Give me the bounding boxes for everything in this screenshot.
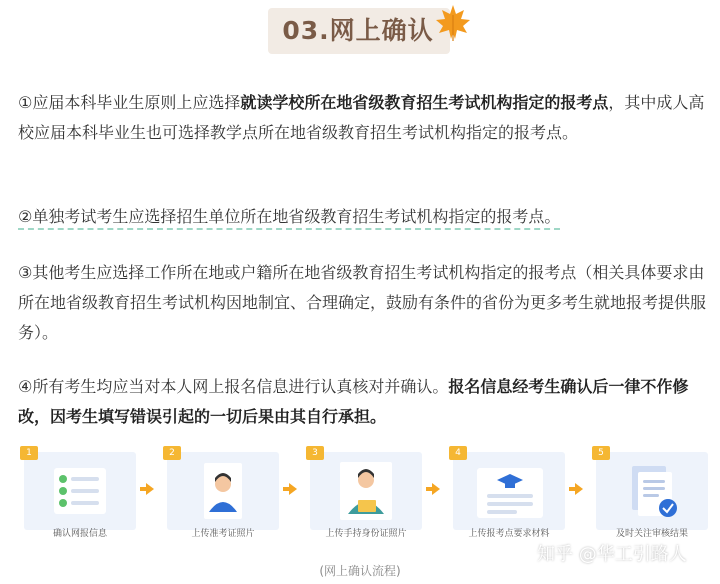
paragraph-4-text: ④所有考生均应当对本人网上报名信息进行认真核对并确认。 bbox=[18, 377, 449, 396]
paragraph-1 bbox=[18, 88, 708, 148]
flow-step-2-label: 上传准考证照片 bbox=[191, 529, 255, 539]
flow-step-4 bbox=[453, 448, 565, 530]
checklist-icon bbox=[52, 466, 108, 516]
paragraph-2-text: ②单独考试考生应选择招生单位所在地省级教育招生考试机构指定的报考点。 bbox=[18, 207, 560, 230]
section-header bbox=[0, 0, 720, 58]
paragraph-1-text-start: ①应届本科毕业生原则上应选择 bbox=[18, 93, 241, 112]
arrow-right-icon bbox=[432, 483, 440, 495]
step-number: 4 bbox=[449, 446, 467, 460]
document-graduation-icon bbox=[475, 466, 545, 520]
paragraph-4 bbox=[18, 372, 708, 432]
flow-step-2 bbox=[167, 448, 279, 530]
portrait-photo-icon bbox=[203, 462, 243, 520]
maple-leaf-icon bbox=[433, 3, 473, 43]
flow-step-5 bbox=[596, 448, 708, 530]
flow-step-3 bbox=[310, 448, 422, 530]
step-number: 2 bbox=[163, 446, 181, 460]
step-number: 1 bbox=[20, 446, 38, 460]
step-number: 5 bbox=[592, 446, 610, 460]
paragraph-4-bold: 报名信息经考生确认后一律不作修改，因考生填写错误引起的一切后果由其自行承担。 bbox=[18, 377, 689, 426]
flow-step-5-label: 及时关注审核结果 bbox=[615, 529, 688, 539]
flow-step-1-label: 确认网报信息 bbox=[52, 529, 107, 539]
flow-caption: (网上确认流程) bbox=[319, 564, 401, 578]
arrow-right-icon bbox=[289, 483, 297, 495]
id-card-holder-icon bbox=[338, 460, 394, 522]
step-number: 3 bbox=[306, 446, 324, 460]
paragraph-2 bbox=[18, 202, 708, 232]
arrow-right-icon bbox=[575, 483, 583, 495]
review-result-icon bbox=[624, 462, 682, 522]
paragraph-1-bold: 就读学校所在地省级教育招生考试机构指定的报考点 bbox=[240, 93, 609, 112]
flow-step-4-label: 上传报考点要求材料 bbox=[468, 529, 550, 539]
zhihu-watermark: 知乎 @华工引路人 bbox=[537, 544, 687, 565]
flow-step-3-label: 上传手持身份证照片 bbox=[325, 529, 407, 539]
arrow-right-icon bbox=[146, 483, 154, 495]
flow-step-1 bbox=[24, 448, 136, 530]
paragraph-3-text: ③其他考生应选择工作所在地或户籍所在地省级教育招生考试机构指定的报考点（相关具体要求由所在地省级教育招生考试机构因地制宜、合理确定，鼓励有条件的省份为更多考生就地报考提供服务）。 bbox=[18, 263, 707, 342]
confirmation-flow bbox=[12, 440, 712, 550]
section-title: 03.网上确认 bbox=[282, 16, 434, 45]
paragraph-1-text-end: ，其中成人高校应届本科毕业生也可选择教学点所在地省级教育招生考试机构指定的报考点。 bbox=[18, 93, 705, 142]
paragraph-3 bbox=[18, 258, 708, 348]
